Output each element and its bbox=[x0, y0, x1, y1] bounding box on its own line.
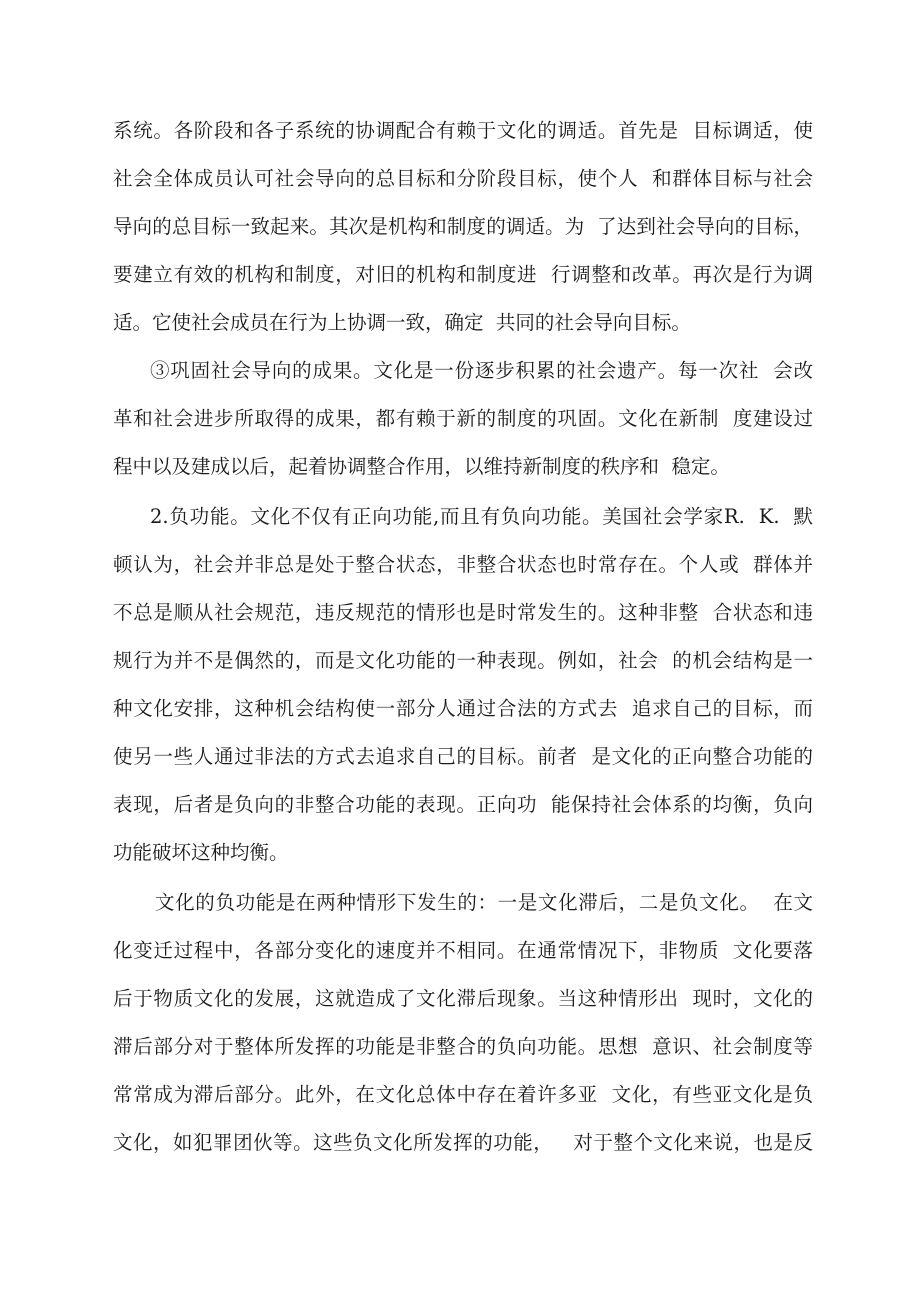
text-line: 导向的总目标一致起来。其次是机构和制度的调适。为 了达到社会导向的目标， bbox=[113, 215, 813, 238]
text-line: 不总是顺从社会规范，违反规范的情形也是时常发生的。这种非整 合状态和违 bbox=[113, 601, 813, 624]
text-line: 程中以及建成以后，起着协调整合作用，以维持新制度的秩序和 稳定。 bbox=[113, 455, 730, 478]
text-line: 后于物质文化的发展，这就造成了文化滞后现象。当这种情形出 现时，文化的 bbox=[113, 987, 813, 1010]
text-line: 文化的负功能是在两种情形下发生的：一是文化滞后，二是负文化。 在文 bbox=[155, 891, 813, 914]
text-line: 系统。各阶段和各子系统的协调配合有赖于文化的调适。首先是 目标调适，使 bbox=[113, 119, 813, 142]
text-line: 滞后部分对于整体所发挥的功能是非整合的负向功能。思想 意识、社会制度等 bbox=[113, 1035, 813, 1058]
text-line: 种文化安排，这种机会结构使一部分人通过合法的方式去 追求自己的目标，而 bbox=[113, 697, 813, 720]
text-line: ③巩固社会导向的成果。文化是一份逐步积累的社会遗产。每一次社 会改 bbox=[150, 359, 813, 382]
text-line: 使另一些人通过非法的方式去追求自己的目标。前者 是文化的正向整合功能的 bbox=[113, 745, 813, 768]
text-line: 文化，如犯罪团伙等。这些负文化所发挥的功能， 对于整个文化来说，也是反 bbox=[113, 1131, 813, 1154]
text-line: 适。它使社会成员在行为上协调一致，确定 共同的社会导向目标。 bbox=[113, 311, 691, 334]
text-line: 要建立有效的机构和制度，对旧的机构和制度进 行调整和改革。再次是行为调 bbox=[113, 263, 813, 286]
text-line: 化变迁过程中，各部分变化的速度并不相同。在通常情况下，非物质 文化要落 bbox=[113, 939, 813, 962]
text-line: 社会全体成员认可社会导向的总目标和分阶段目标，使个人 和群体目标与社会 bbox=[113, 167, 813, 190]
text-line: 表现，后者是负向的非整合功能的表现。正向功 能保持社会体系的均衡，负向 bbox=[113, 793, 813, 816]
text-line: 规行为并不是偶然的，而是文化功能的一种表现。例如，社会 的机会结构是一 bbox=[113, 649, 813, 672]
text-line: 2.负功能。文化不仅有正向功能,而且有负向功能。美国社会学家R. K. 默 bbox=[150, 505, 813, 528]
text-line: 顿认为，社会并非总是处于整合状态，非整合状态也时常存在。个人或 群体并 bbox=[113, 553, 813, 576]
text-line: 功能破坏这种均衡。 bbox=[113, 841, 289, 864]
text-line: 常常成为滞后部分。此外，在文化总体中存在着许多亚 文化，有些亚文化是负 bbox=[113, 1083, 813, 1106]
text-line: 革和社会进步所取得的成果，都有赖于新的制度的巩固。文化在新制 度建设过 bbox=[113, 407, 813, 430]
